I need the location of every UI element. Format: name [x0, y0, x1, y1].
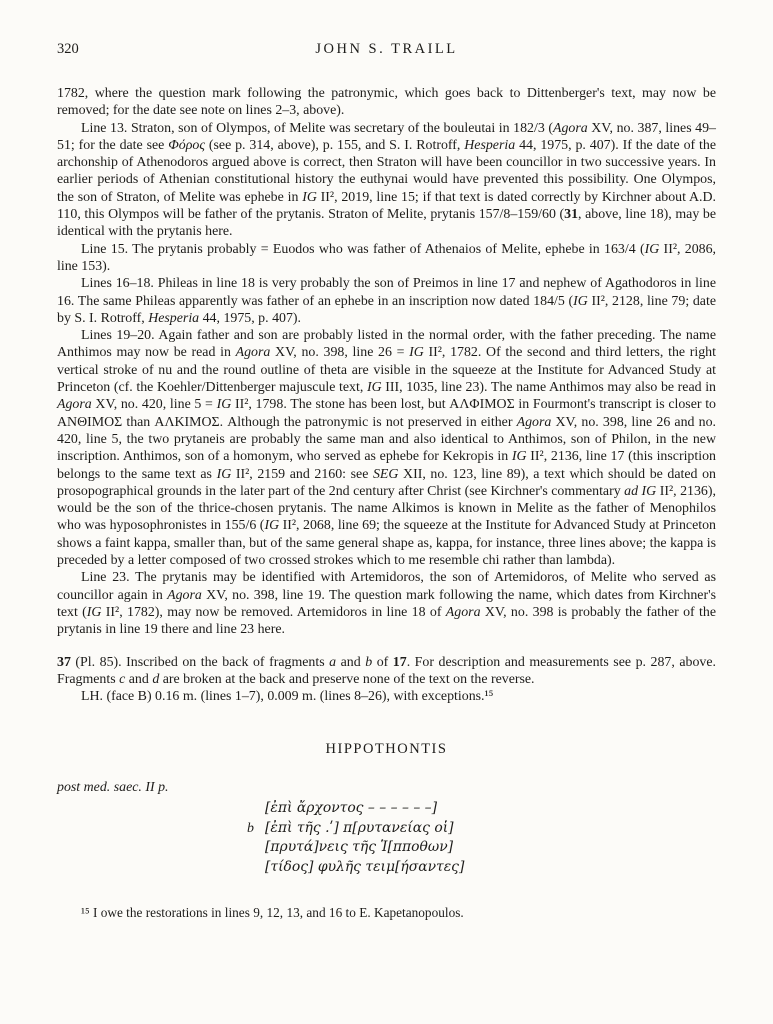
paragraph-line-23: Line 23. The prytanis may be identified with Artemidoros, the son of Artemidoros, of Melite who served as councillor again in Agora XV, no. 398, line 19. The question mark following the name, which dates from Kirchner's text (IG II², 1782), may now be removed. Artemidoros in line 18 of Agora XV, no. 398 is probably the father of the prytanis in line 19 there and line 23 here.	[57, 570, 716, 638]
paragraph-lines-16-18: Lines 16–18. Phileas in line 18 is very probably the son of Preimos in line 17 and nephew of Agathodoros in line 16. The same Phileas apparently was father of an ephebe in an inscription now dated 184/5 (IG II², 2128, line 79; date by S. I. Rotroff, Hesperia 44, 1975, p. 407).	[57, 276, 716, 326]
inscription-text: [τίδος] φυλῆς τειμ[ήσαντες]	[265, 858, 465, 875]
inscription-text: [ἐπὶ ἄρχοντος – – – – – –]	[265, 800, 438, 817]
paragraph-line-13: Line 13. Straton, son of Olympos, of Melite was secretary of the bouleutai in 182/3 (Agora XV, no. 387, lines 49–51; for the date see Φόρος (see p. 314, above), p. 155, and S. I. Rotroff, Hesperia 44, 1975, p. 407). If the date of the archonship of Athenodoros argued above is correct, then Straton will have been councillor in two successive years. In earlier periods of Athenian constitutional history the euthynai would have prevented this possibility. One Olympos, the son of Straton, of Melite was ephebe in IG II², 2019, line 15; if that text is dated correctly by Kirchner about A.D. 110, this Olympos will be father of the prytanis. Straton of Melite, prytanis 157/8–159/60 (31, above, line 18), may be identical with the prytanis here.	[57, 120, 716, 240]
inscription-text: [ἐπὶ τῆς .ʹ] π[ρυτανείας οἱ]	[265, 819, 454, 836]
section-heading: HIPPOTHONTIS	[325, 741, 448, 758]
fragment-label: b	[247, 820, 254, 836]
footnote-15: ¹⁵ I owe the restorations in lines 9, 12, 13, and 16 to E. Kapetanopoulos.	[81, 905, 464, 921]
page-number: 320	[57, 41, 79, 57]
entry-37: 37 (Pl. 85). Inscribed on the back of fragments a and b of 17. For description and measurements see p. 287, above. Fragments c and d are broken at the back and preserve none of the text on the reverse.	[57, 654, 716, 687]
date-line: post med. saec. II p.	[57, 780, 169, 796]
paragraph-lines-19-20: Lines 19–20. Again father and son are probably listed in the normal order, with the father preceding. The name Anthimos may now be read in Agora XV, no. 398, line 26 = IG II², 1782. Of the second and third letters, the right vertical stroke of nu and the round outline of theta are visible in the squeeze at the Institute for Advanced Study at Princeton (cf. the Koehler/Dittenberger majuscule text, IG III, 1035, line 23). The name Anthimos may also be read in Agora XV, no. 420, line 5 = IG II², 1798. The stone has been lost, but ΑΛΦΙΜΟΣ in Fourmont's transcript is closer to ΑΝΘΙΜΟΣ than ΑΛΚΙΜΟΣ. Although the patronymic is not preserved in either Agora XV, no. 398, line 26 and no. 420, line 5, the two prytaneis are probably the same man and also identical to Anthimos, son of Philon, in the new inscription. Anthimos, son of a homonym, who served as ephebe for Kekropis in IG II², 2136, line 17 (this inscription belongs to the same text as IG II², 2159 and 2160: see SEG XII, no. 123, line 89), a text which should be dated on prosopographical grounds in the later part of the 2nd century after Christ (see Kirchner's commentary ad IG II², 2136), would be the son of the thrice-chosen prytanis. The name Alkimos is known in Melite as the father of Menophilos who was hyposophronistes in 155/6 (IG II², 2068, line 69; the squeeze at the Institute for Advanced Study at Princeton shows a faint kappa, smaller than, but of the same general shape as, kappa, for instance, three lines above; the kappa is preceded by a letter composed of two crossed strokes which to me resemble chi rather than lambda).	[57, 328, 716, 569]
paragraph-line-15: Line 15. The prytanis probably = Euodos who was father of Athenaios of Melite, ephebe in 163/4 (IG II², 2086, line 153).	[57, 241, 717, 274]
paragraph-continuation: 1782, where the question mark following the patronymic, which goes back to Dittenberger's text, may now be removed; for the date see note on lines 2–3, above).	[57, 86, 716, 119]
inscription-line	[265, 799, 716, 819]
inscription-text: [πρυτά]νεις τῆς Ἱ[πποθων]	[265, 839, 454, 856]
inscription-line	[265, 858, 716, 878]
running-title: JOHN S. TRAILL	[315, 41, 458, 57]
entry-letter-heights: LH. (face B) 0.16 m. (lines 1–7), 0.009 m. (lines 8–26), with exceptions.¹⁵	[81, 689, 494, 705]
inscription-block	[247, 799, 716, 877]
body-text	[57, 85, 716, 705]
inscription-line	[265, 838, 716, 858]
page-header	[57, 40, 716, 58]
inscription-line	[247, 819, 716, 839]
